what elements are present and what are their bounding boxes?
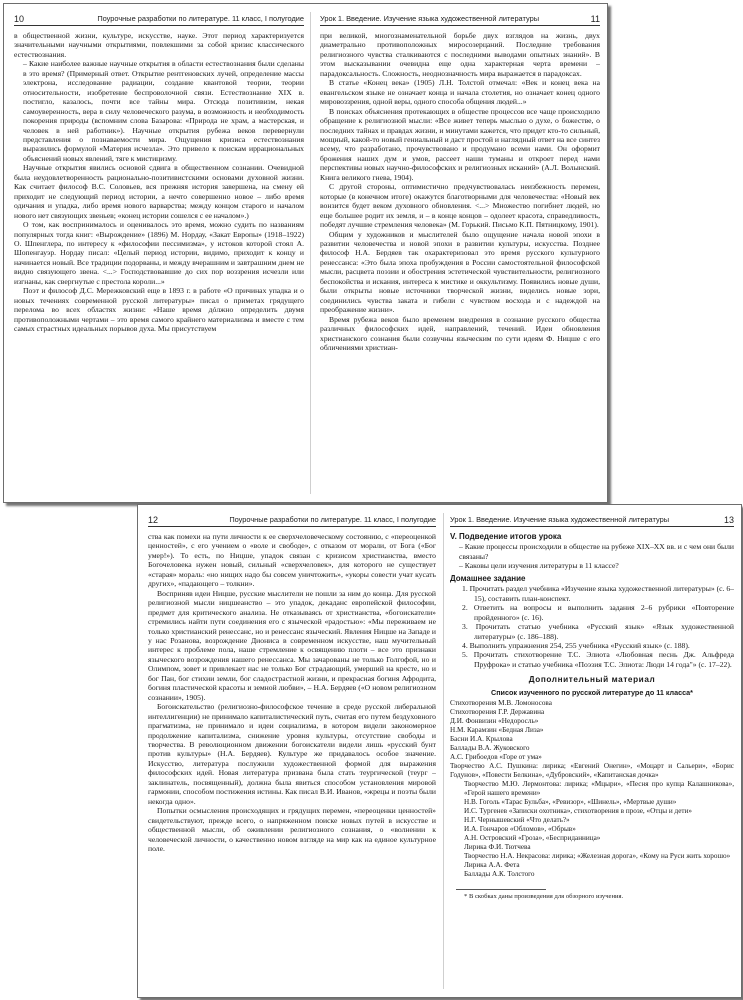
running-head-title: Урок 1. Введение. Изучение языка художественной литературы bbox=[450, 515, 670, 524]
reading-list-item: Д.И. Фонвизин «Недоросль» bbox=[450, 717, 539, 726]
homework-item: 2. Ответить на вопросы и выполнить задания 2–6 рубрики «Повторение пройденного» (с. 16). bbox=[462, 603, 734, 622]
paragraph: ства как помехи на пути личности к ее сверхчеловеческому состоянию, с «переоценкой ценностей», с его учением о «воле и свободе», с отказом от морали, от Бога («Бог умер!»). То есть, по Ницше, упадок связан с кризисом христианства, вместо Богочеловека нужен новый, сильный «сверхчеловек», для которого не существует «старая» мораль: «но нищих надо бы совсем уничтожить», «укоры совести учат кусать других», «падающего – толкни». bbox=[148, 532, 436, 589]
reading-list-item: И.С. Тургенев «Записки охотника», стихотворения в прозе, «Отцы и дети» bbox=[464, 807, 692, 816]
page-number: 12 bbox=[148, 515, 159, 525]
paragraph: – Какие наиболее важные научные открытия в области естествознания были сделаны в это время? (Примерный ответ. Открытие рентгеновских лучей, определение массы электрона, исследование радиации, создание квантовой теории, теории относительности, изобретение беспроволочной связи. Естествознание XIX в. постигло, казалось, почти все тайны мира. Отсюда позитивизм, некая самоуверенность, вера в силу человеческого разума, в возможность и необходимость покорения природы (вспомним слова Базарова: «Природа не храм, а мастерская, и человек в ней работник»). Научные открытия рубежа веков перевернули представления о познаваемости мира. Ощущения кризиса естествознания выразились формулой «Материя исчезла». Это привело к поискам иррациональных объяснений новых явлений, тяге к мистицизму. bbox=[23, 59, 304, 163]
running-head bbox=[148, 514, 436, 527]
page-number: 10 bbox=[14, 14, 25, 24]
reading-list-item: Творчество М.Ю. Лермонтова: лирика; «Мцыри», «Песня про купца Калашникова», «Герой нашего времени» bbox=[464, 780, 734, 798]
running-head bbox=[320, 13, 600, 26]
paragraph: Общим у художников и мыслителей было ощущение начала новой эпохи в развитии человечества и новой эпохи в развитии культуры, искусства. Позднее философ Н.А. Бердяев так охарактеризовал это время русского культурного ренессанса: «Это была эпоха пробуждения в России самостоятельной философской мысли, расцвета поэзии и обострения эстетической чувствительности, религиозного беспокойства и искания, интереса к мистике и оккультизму. Появились новые души, были открыты новые источники творческой жизни, виделись новые зори, соединились чувства заката и гибели с чувством восхода и с надеждой на преображение жизни». bbox=[320, 229, 600, 315]
page-13 bbox=[450, 505, 734, 997]
section-title: V. Подведение итогов урока bbox=[450, 532, 562, 541]
paragraph: при великой, многознаменательной борьбе двух взглядов на жизнь, двух диаметрально противоположных миросозерцаний. Последние требования религиозного чувства сталкиваются с последними выводами опытных знаний». В этом высказывании очевидна еще одна характерная черта времени – парадоксальность. Сложность, неоднозначность мира выражается в парадоксах. bbox=[320, 31, 600, 78]
homework-item: 3. Прочитать статью учебника «Русский язык» «Язык художественной литературы» (с. 186–188). bbox=[462, 622, 734, 641]
reading-list-item: Лирика Ф.И. Тютчева bbox=[464, 843, 531, 852]
extra-material-title: Дополнительный материал bbox=[528, 675, 656, 685]
homework-item: 4. Выполнить упражнения 254, 255 учебника «Русский язык» (с. 188). bbox=[462, 640, 690, 650]
reading-list bbox=[450, 699, 734, 879]
footnote-rule bbox=[456, 889, 546, 890]
reading-list-item: Басни И.А. Крылова bbox=[450, 735, 513, 744]
reading-list-item: Н.М. Карамзин «Бедная Лиза» bbox=[450, 726, 544, 735]
footnote: * В скобках даны произведения для обзорного изучения. bbox=[464, 893, 624, 901]
page-12 bbox=[148, 505, 436, 997]
reading-list-item: Баллады В.А. Жуковского bbox=[450, 744, 530, 753]
paragraph: Время рубежа веков было временем внедрения в сознание русского общества различных философских идей, направлений, течений. Идеи обновления христианского сознания были созвучны языческим по сути идеям Ф. Ницше с его обличениями христиан- bbox=[320, 314, 600, 352]
question: – Какие процессы происходили в обществе на рубеже XIX–XX вв. и с чем они были связаны? bbox=[459, 542, 734, 561]
reading-list-item: Творчество А.С. Пушкина: лирика; «Евгений Онегин», «Моцарт и Сальери», «Борис Годунов», «Повести Белкина», «Дубровский», «Капитанская дочка» bbox=[450, 762, 734, 780]
page-10 bbox=[14, 4, 304, 502]
paragraph: Поэт и философ Д.С. Мережковский еще в 1893 г. в работе «О причинах упадка и о новых течениях современной русской литературы» писал о приметах грядущего перелома во всех областях жизни: «Наше время дóлжно определить двумя противоположными чертами – это время самого крайнего материализма и вместе с тем самых страстных идеальных порывов духа. Мы присутствуем bbox=[14, 286, 304, 334]
reading-list-item: Баллады А.К. Толстого bbox=[464, 870, 535, 879]
gutter bbox=[310, 12, 311, 494]
reading-list-item: Творчество Н.А. Некрасова: лирика; «Железная дорога», «Кому на Руси жить хорошо» bbox=[464, 852, 731, 861]
gutter bbox=[443, 513, 444, 989]
paragraph: О том, как воспринималось и оценивалось это время, можно судить по названиям популярных тогда книг: «Вырождение» (1896) М. Нордау, «Закат Европы» (1918–1922) О. Шпенглера, по интересу к «философии пессимизма», у истоков которой стоял А. Шопенгауэр. Нордау писал: «Целый период истории, видимо, приходит к концу и начинается новый. Все традиции подорваны, и между вчерашним и завтрашним днем не видно связующего звена. <...> Господствовавшие до сих пор воззрения исчезли или изгнаны, как свергнутые с престола короли...» bbox=[14, 220, 304, 286]
paragraph: Научные открытия явились основой сдвига в общественном сознании. Очевидной была неудовлетворенность рационально-позитивистскими основами духовной жизни. Как считает философ В.С. Соловьев, вся прежняя история завершена, на смену ей приходит не следующий период истории, а нечто совершенно новое – либо время одичания и упадка, либо время нового варварства; между концом старого и началом нового нет связующих звеньев; «конец истории сошелся с ее началом».) bbox=[14, 163, 304, 220]
page-number: 13 bbox=[723, 515, 734, 525]
reading-list-item: А.С. Грибоедов «Горе от ума» bbox=[450, 753, 542, 762]
reading-list-item: Н.Г. Чернышевский «Что делать?» bbox=[464, 816, 570, 825]
paragraph: Богоискательство (религиозно-философское течение в среде русской либеральной интеллигенции) не принимало капиталистический путь, считая его путем бездуховного прагматизма, не принимало и идеи социализма, в котором видели закономерное продолжение капитализма, снижение уровня культуры, отсутствие свободы и творчества. В революционном движении богоискатели видели лишь «русский бунт против культуры» (Н.А. Бердяев). Культуре же придавалось особое значение. Искусство, литература послужили художественной формой для выражения философских идей. Новая литература призвана была стать теургической (теург – заклинатель, посвященный), должна была явиться способом установления мировой гармонии, способом постижения истины. Как писал В.И. Иванов, «жрецы и поэты были некогда одно». bbox=[148, 702, 436, 806]
reading-list-title: Список изученного по русской литературе до 11 класса* bbox=[491, 687, 693, 697]
questions bbox=[450, 542, 734, 570]
reading-list-item: И.А. Гончаров «Обломов», «Обрыв» bbox=[464, 825, 576, 834]
homework-item: 1. Прочитать раздел учебника «Изучение языка художественной литературы» (с. 6–15), составить план-конспект. bbox=[462, 584, 734, 603]
page-11 bbox=[320, 4, 600, 502]
page-body bbox=[450, 532, 734, 902]
paragraph: В поисках объяснения протекающих в обществе процессов все чаще происходило обращение к религиозной мысли: «Все живет теперь мыслью о духе, о божестве, о последних тайнах и правдах жизни, и минутами кажется, что придет кто-то сильный, мощный, какой-то новый гениальный и даст простой и наглядный ответ на все синтез всему, что разработано, прочувствовано и продумано всеми нами. Он оформит брожения наших дум и умов, рассеет наши туманы и откроет перед нами перспективы новых научно-философских и религиозных исканий» (А.Л. Волынский. Книга великого гнева, 1904). bbox=[320, 106, 600, 182]
paragraph: Попытки осмысления происходящих и грядущих перемен, «переоценки ценностей» свидетельствуют, прежде всего, о напряженном поиске новых путей в искусстве и общественной мысли, об оживлении религиозного сознания, о «волнении к человеческой личности, о качественно новом взгляде на мир как на единое культурное поле. bbox=[148, 806, 436, 853]
page-number: 11 bbox=[590, 14, 600, 24]
reading-list-item: Н.В. Гоголь «Тарас Бульба», «Ревизор», «Шинель», «Мертвые души» bbox=[464, 798, 677, 807]
reading-list-item: Стихотворения М.В. Ломоносова bbox=[450, 699, 552, 708]
page-body bbox=[148, 532, 436, 853]
top-spread bbox=[3, 3, 608, 503]
homework-title: Домашнее задание bbox=[450, 573, 526, 583]
reading-list-item: Лирика А.А. Фета bbox=[464, 861, 520, 870]
running-head bbox=[14, 13, 304, 26]
homework-item: 5. Прочитать стихотворение Т.С. Элиота «Любовная песнь Дж. Альфреда Пруфрока» и статью учебника «Поэзия Т.С. Элиота: Люди 14 года"» (с. 17–22). bbox=[462, 650, 734, 669]
page-body bbox=[320, 31, 600, 352]
homework-list bbox=[450, 584, 734, 669]
running-head bbox=[450, 514, 734, 527]
reading-list-item: А.Н. Островский «Гроза», «Бесприданница» bbox=[464, 834, 601, 843]
paragraph: В статье «Конец века» (1905) Л.Н. Толстой отмечал: «Век и конец века на евангельском языке не означает конца и начала столетия, но означает конец одного мировоззрения, одной веры, одного способа общения людей...» bbox=[320, 78, 600, 107]
reading-list-item: Стихотворения Г.Р. Державина bbox=[450, 708, 545, 717]
running-head-title: Поурочные разработки по литературе. 11 класс, I полугодие bbox=[229, 515, 436, 524]
bottom-spread bbox=[137, 504, 742, 998]
paragraph: Восприняв идеи Ницше, русские мыслители не пошли за ним до конца. Для русской религиозной мысли ницшеанство – это упадок, декаданс европейской философии, предмет для критического анализа. Не отказываясь от христианства, «богоискатели» стремились найти пути соединения его с языческой «радостью»: «Мы переживаем не только христианский ренессанс, но и ренессанс языческий. Явления Ницше на Западе и у нас Розанова, возрождение Диониса в современном искусстве, наш мучительный интерес к проблеме пола, наше стремление к освящению плоти – все это признаки языческого возрождения нашего ренессанса. Мы зачарованы не только Голгофой, но и Олимпом, зовет и привлекает нас не только Бог страдающий, умерший на кресте, но и бог Пан, бог стихии земли, бог сладострастной жизни, и прекрасная богиня Афродита, богиня пластической красоты и земной любви», – Н.А. Бердяев («О новом религиозном сознании», 1905). bbox=[148, 588, 436, 702]
question: – Каковы цели изучения литературы в 11 классе? bbox=[459, 561, 619, 571]
paragraph: в общественной жизни, культуре, искусстве, науке. Этот период характеризуется значительными научными открытиями, повлекшими за собой кризис классического естествознания. bbox=[14, 31, 304, 59]
paragraph: С другой стороны, оптимистично предчувствовалась неизбежность перемен, которые (в конечном итоге) окажутся благотворными для человечества: «Новый век вонзится будет веком духовного обновления. <...> Множество погибнет людей, но еще большее родит их земля, и – в конце концов – одолеет красота, справедливость, победят лучшие стремления человека» (М. Горький. Письмо К.П. Пятницкому, 1901). bbox=[320, 182, 600, 230]
running-head-title: Урок 1. Введение. Изучение языка художественной литературы bbox=[320, 14, 540, 23]
page-body bbox=[14, 31, 304, 334]
running-head-title: Поурочные разработки по литературе. 11 класс, I полугодие bbox=[97, 14, 304, 23]
